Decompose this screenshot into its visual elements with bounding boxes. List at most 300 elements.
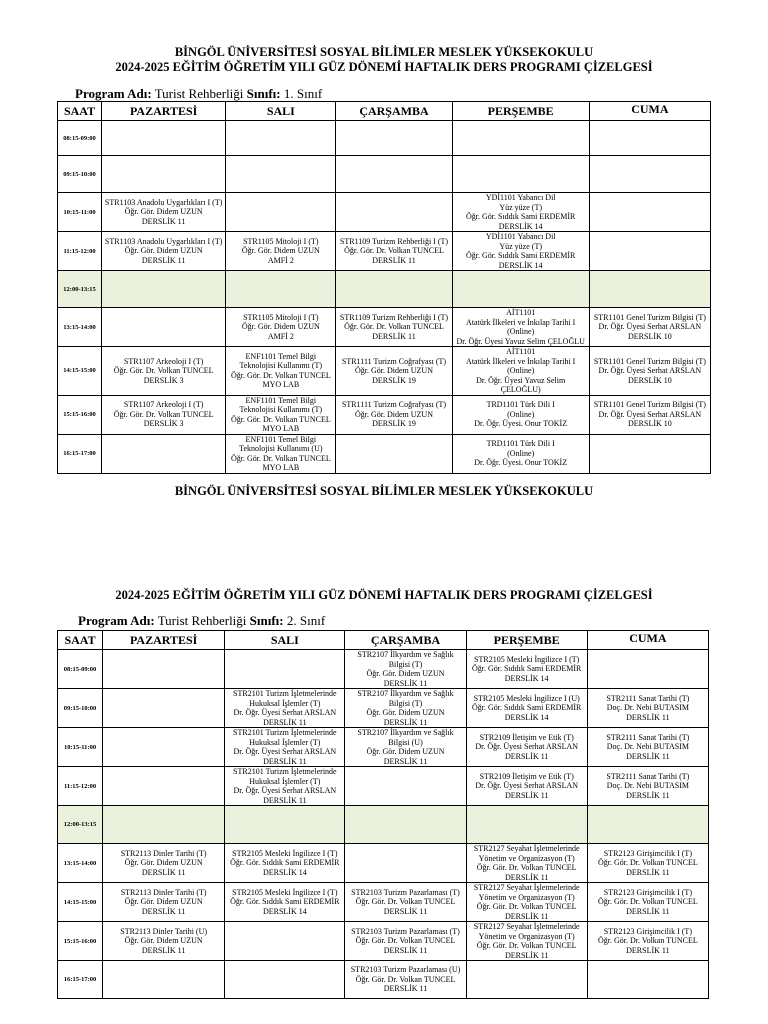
course-line: Öğr. Gör. Dr. Volkan TUNCEL xyxy=(230,370,331,380)
course-line: YDİ1101 Yabancı Dil xyxy=(485,232,556,241)
time-slot: 15:15-16:00 xyxy=(58,922,103,961)
schedule-cell-monday xyxy=(103,883,225,922)
course-line: DERSLİK 11 xyxy=(383,756,428,766)
course-line: STR2111 Sanat Tarihi (T) xyxy=(606,771,690,781)
schedule-cell-tuesday xyxy=(225,689,345,728)
time-slot: 12:00-13:15 xyxy=(58,271,102,308)
time-slot: 11:15-12:00 xyxy=(58,232,102,271)
course-line: Dr. Öğr. Üyesi Serhat ARSLAN xyxy=(233,786,337,795)
schedule-cell-friday xyxy=(589,156,710,193)
course-line: DERSLİK 11 xyxy=(626,945,670,955)
course-line: Öğr. Gör. Dr. Volkan TUNCEL xyxy=(344,322,444,332)
schedule-cell-thursday xyxy=(466,922,587,961)
course-line: Dr. Öğr. Üyesi Serhat ARSLAN xyxy=(598,322,702,332)
course-line: Dr. Öğr. Üyesi. Onur TOKİZ xyxy=(474,419,568,429)
schedule-cell-monday xyxy=(103,844,225,883)
schedule-cell-monday xyxy=(102,232,226,271)
course-line: Dr. Öğr. Üyesi Serhat ARSLAN xyxy=(475,742,579,752)
schedule-cell-monday xyxy=(102,434,226,473)
course-line: Atatürk İlkeleri ve İnkılap Tarihi I xyxy=(466,317,576,327)
course-line: Atatürk İlkeleri ve İnkılap Tarihi I xyxy=(466,356,576,366)
course-line: Öğr. Gör. Didem UZUN xyxy=(366,669,445,678)
course-line: DERSLİK 11 xyxy=(141,216,186,226)
course-line: AİT1101 xyxy=(506,308,536,317)
course-line: Dr. Öğr. Üyesi Yavuz Selim ÇELOĞLU xyxy=(456,336,585,346)
course-line: STR2101 Turizm İşletmelerinde xyxy=(233,689,337,698)
schedule-cell-friday xyxy=(589,232,710,271)
course-line: Öğr. Gör. Didem UZUN xyxy=(124,207,203,217)
course-line: DERSLİK 10 xyxy=(628,331,672,341)
schedule-cell-monday xyxy=(103,767,225,806)
course-line: Öğr. Gör. Dr. Volkan TUNCEL xyxy=(113,366,214,375)
course-line: STR2105 Mesleki İngilizce I (T) xyxy=(232,887,338,897)
course-line: DERSLİK 11 xyxy=(626,712,670,722)
course-line: STR1107 Arkeoloji I (T) xyxy=(123,356,204,366)
program-label: Program Adı: xyxy=(75,86,152,101)
course-line: DERSLİK 11 xyxy=(263,756,307,766)
course-line: DERSLİK 3 xyxy=(143,375,184,385)
column-header-saat: SAAT xyxy=(58,102,102,121)
course-line: STR2123 Girişimcilik I (T) xyxy=(603,887,692,897)
schedule-cell-wednesday xyxy=(336,193,452,232)
schedule-cell-monday xyxy=(102,347,226,396)
column-header-friday: CUMA xyxy=(589,102,710,121)
schedule-cell-tuesday xyxy=(225,728,345,767)
course-line: STR2107 İlkyardım ve Sağlık xyxy=(357,728,454,737)
course-line: STR1103 Anadolu Uygarlıkları I (T) xyxy=(104,197,223,207)
schedule-cell-thursday xyxy=(452,434,589,473)
course-line: STR1111 Turizm Coğrafyası (T) xyxy=(341,400,447,410)
schedule-cell-wednesday xyxy=(336,156,452,193)
course-line: STR2103 Turizm Pazarlaması (T) xyxy=(351,926,460,936)
course-line: STR2123 Girişimcilik I (T) xyxy=(603,926,692,936)
schedule-cell-thursday xyxy=(452,232,589,271)
class-label: Sınıfı: xyxy=(246,86,281,101)
course-line: DERSLİK 11 xyxy=(383,984,428,994)
schedule-cell-thursday xyxy=(452,308,589,347)
header-row xyxy=(58,631,709,650)
course-line: Öğr. Gör. Sıddık Sami ERDEMİR xyxy=(230,897,340,907)
course-line: STR2109 İletişim ve Etik (T) xyxy=(479,771,574,781)
course-line: DERSLİK 14 xyxy=(504,673,549,683)
course-line: ÇELOĞLU) xyxy=(500,385,541,394)
table-row xyxy=(58,844,709,883)
course-line: STR1101 Genel Turizm Bilgisi (T) xyxy=(593,356,706,366)
schedule-cell-monday xyxy=(102,121,226,156)
course-line: Bilgisi (T) xyxy=(388,698,423,708)
course-line: MYO LAB xyxy=(262,463,300,472)
course-line: Öğr. Gör. Sıddık Sami ERDEMİR xyxy=(466,251,576,260)
schedule-cell-thursday xyxy=(466,844,587,883)
schedule-cell-tuesday xyxy=(225,844,345,883)
schedule-cell-wednesday xyxy=(345,806,466,844)
class-name: 1. Sınıf xyxy=(283,86,323,101)
course-line: Dr. Öğr. Üyesi Serhat ARSLAN xyxy=(233,708,337,717)
column-header-thursday: PERŞEMBE xyxy=(452,102,589,121)
course-line: Öğr. Gör. Dr. Volkan TUNCEL xyxy=(355,936,456,946)
time-slot: 09:15-10:00 xyxy=(58,156,102,193)
column-header-saat: SAAT xyxy=(58,631,103,650)
schedule-cell-monday xyxy=(102,308,226,347)
course-line: DERSLİK 19 xyxy=(372,419,416,429)
time-slot: 12:00-13:15 xyxy=(58,806,103,844)
schedule-table-1 xyxy=(57,101,711,474)
schedule-cell-monday xyxy=(103,806,225,844)
course-line: DERSLİK 14 xyxy=(498,221,543,231)
course-line: STR1109 Turizm Rehberliği I (T) xyxy=(339,312,449,322)
course-line: DERSLİK 11 xyxy=(626,867,670,877)
course-line: Öğr. Gör. Dr. Volkan TUNCEL xyxy=(476,902,577,911)
schedule-cell-friday xyxy=(589,395,710,434)
schedule-cell-wednesday xyxy=(336,434,452,473)
course-line: Yüz yüze (T) xyxy=(499,202,542,212)
schedule-cell-thursday xyxy=(466,883,587,922)
course-line: STR2127 Seyahat İşletmelerinde xyxy=(473,844,580,853)
schedule-cell-wednesday xyxy=(345,961,466,999)
schedule-cell-friday xyxy=(589,308,710,347)
course-line: STR2127 Seyahat İşletmelerinde xyxy=(473,922,580,931)
time-slot: 13:15-14:00 xyxy=(58,844,103,883)
schedule-cell-friday xyxy=(587,806,708,844)
table-row xyxy=(58,232,711,271)
column-header-wednesday: ÇARŞAMBA xyxy=(336,102,452,121)
course-line: STR2111 Sanat Tarihi (T) xyxy=(606,693,690,703)
table-row xyxy=(58,922,709,961)
schedule-cell-wednesday xyxy=(345,767,466,806)
course-line: TRD1101 Türk Dili I xyxy=(486,400,555,410)
course-line: DERSLİK 14 xyxy=(498,260,543,270)
schedule-cell-wednesday xyxy=(336,121,452,156)
schedule-cell-thursday xyxy=(466,728,587,767)
schedule-cell-friday xyxy=(587,689,708,728)
course-line: Öğr. Gör. Sıddık Sami ERDEMİR xyxy=(472,703,582,713)
course-line: DERSLİK 3 xyxy=(143,419,184,429)
table-row xyxy=(58,156,711,193)
course-line: Öğr. Gör. Dr. Volkan TUNCEL xyxy=(476,941,577,950)
course-line: YDİ1101 Yabancı Dil xyxy=(485,193,556,202)
course-line: Öğr. Gör. Dr. Volkan TUNCEL xyxy=(597,936,698,946)
schedule-cell-monday xyxy=(103,922,225,961)
schedule-cell-thursday xyxy=(466,806,587,844)
course-line: Öğr. Gör. Didem UZUN xyxy=(124,246,203,256)
course-line: DERSLİK 11 xyxy=(504,751,549,761)
column-header-friday: CUMA xyxy=(587,631,708,650)
time-slot: 13:15-14:00 xyxy=(58,308,102,347)
course-line: ENF1101 Temel Bilgi xyxy=(245,434,317,444)
course-line: STR1107 Arkeoloji I (T) xyxy=(123,400,204,410)
course-line: Yönetim ve Organizasyon (T) xyxy=(478,931,575,941)
course-line: TRD1101 Türk Dili I xyxy=(486,439,555,449)
column-header-thursday: PERŞEMBE xyxy=(466,631,587,650)
course-line: STR2123 Girişimcilik I (T) xyxy=(603,848,692,858)
schedule-cell-thursday xyxy=(466,767,587,806)
schedule-cell-thursday xyxy=(452,347,589,396)
course-line: (Online) xyxy=(507,366,535,375)
schedule-cell-monday xyxy=(103,728,225,767)
time-slot: 10:15-11:00 xyxy=(58,193,102,232)
course-line: (Online) xyxy=(507,409,535,419)
course-line: STR2105 Mesleki İngilizce I (U) xyxy=(473,693,580,703)
table-row xyxy=(58,650,709,689)
schedule-cell-friday xyxy=(587,922,708,961)
course-line: Öğr. Gör. Didem UZUN xyxy=(124,936,203,946)
schedule-cell-tuesday xyxy=(226,434,336,473)
course-line: STR2113 Dinler Tarihi (T) xyxy=(120,887,207,897)
course-line: Dr. Öğr. Üyesi. Onur TOKİZ xyxy=(474,458,568,468)
term-title: 2024-2025 EĞİTİM ÖĞRETİM YILI GÜZ DÖNEMİ HAFTALIK DERS PROGRAMI ÇİZELGESİ xyxy=(115,60,653,74)
course-line: DERSLİK 11 xyxy=(504,872,549,882)
course-line: Öğr. Gör. Dr. Volkan TUNCEL xyxy=(230,453,331,463)
class-name: 2. Sınıf xyxy=(286,613,326,628)
course-line: DERSLİK 11 xyxy=(372,331,416,341)
course-line: DERSLİK 11 xyxy=(263,795,307,805)
course-line: STR1105 Mitoloji I (T) xyxy=(243,236,319,246)
time-slot: 08:15-09:00 xyxy=(58,121,102,156)
term-title-2: 2024-2025 EĞİTİM ÖĞRETİM YILI GÜZ DÖNEMİ HAFTALIK DERS PROGRAMI ÇİZELGESİ xyxy=(115,588,653,602)
schedule-cell-wednesday xyxy=(336,347,452,396)
table-row xyxy=(58,728,709,767)
course-line: DERSLİK 11 xyxy=(504,790,549,800)
header-row xyxy=(58,102,711,121)
course-line: DERSLİK 11 xyxy=(383,678,428,688)
course-line: Öğr. Gör. Dr. Volkan TUNCEL xyxy=(230,414,331,424)
schedule-cell-monday xyxy=(103,961,225,999)
course-line: (Online) xyxy=(507,327,535,336)
university-title: BİNGÖL ÜNİVERSİTESİ SOSYAL BİLİMLER MESLEK YÜKSEKOKULU xyxy=(174,45,594,59)
course-line: DERSLİK 11 xyxy=(626,751,670,761)
schedule-cell-monday xyxy=(103,650,225,689)
course-line: Dr. Öğr. Üyesi Serhat ARSLAN xyxy=(598,409,702,419)
time-slot: 14:15-15:00 xyxy=(58,883,103,922)
course-line: STR1101 Genel Turizm Bilgisi (T) xyxy=(593,400,706,410)
course-line: DERSLİK 11 xyxy=(626,906,670,916)
schedule-cell-tuesday xyxy=(225,650,345,689)
schedule-cell-thursday xyxy=(452,395,589,434)
course-line: DERSLİK 11 xyxy=(626,790,670,800)
table-row xyxy=(58,689,709,728)
course-line: Öğr. Gör. Didem UZUN xyxy=(241,246,320,256)
schedule-cell-tuesday xyxy=(226,156,336,193)
course-line: Öğr. Gör. Didem UZUN xyxy=(366,747,445,756)
course-line: STR2103 Turizm Pazarlaması (T) xyxy=(351,887,460,897)
course-line: Öğr. Gör. Sıddık Sami ERDEMİR xyxy=(230,858,340,868)
course-line: Bilgisi (U) xyxy=(388,737,423,747)
course-line: Öğr. Gör. Sıddık Sami ERDEMİR xyxy=(466,212,576,221)
course-line: Teknolojisi Kullanımı (T) xyxy=(239,405,323,414)
time-slot: 11:15-12:00 xyxy=(58,767,103,806)
schedule-cell-wednesday xyxy=(336,308,452,347)
schedule-cell-monday xyxy=(102,156,226,193)
course-line: DERSLİK 11 xyxy=(141,906,186,916)
course-line: DERSLİK 11 xyxy=(141,255,186,265)
table-row xyxy=(58,121,711,156)
schedule-cell-monday xyxy=(102,193,226,232)
schedule-cell-tuesday xyxy=(226,395,336,434)
course-line: DERSLİK 11 xyxy=(383,717,428,727)
course-line: STR2101 Turizm İşletmelerinde xyxy=(233,728,337,737)
schedule-cell-friday xyxy=(587,650,708,689)
schedule-cell-wednesday xyxy=(345,650,466,689)
course-line: Hukuksal İşlemler (T) xyxy=(249,737,321,747)
program-label: Program Adı: xyxy=(78,613,155,628)
schedule-cell-tuesday xyxy=(226,308,336,347)
table-row xyxy=(58,767,709,806)
schedule-cell-tuesday xyxy=(225,806,345,844)
schedule-cell-tuesday xyxy=(225,767,345,806)
schedule-cell-wednesday xyxy=(345,728,466,767)
course-line: DERSLİK 11 xyxy=(383,906,428,916)
course-line: DERSLİK 11 xyxy=(504,911,549,921)
course-line: STR2113 Dinler Tarihi (U) xyxy=(120,926,208,936)
course-line: STR1103 Anadolu Uygarlıkları I (T) xyxy=(104,236,223,246)
course-line: Hukuksal İşlemler (T) xyxy=(249,698,321,708)
course-line: Öğr. Gör. Dr. Volkan TUNCEL xyxy=(113,409,214,419)
schedule-table-2 xyxy=(57,630,709,999)
course-line: Bilgisi (T) xyxy=(388,659,423,669)
schedule-cell-friday xyxy=(587,961,708,999)
time-slot: 09:15-10:00 xyxy=(58,689,103,728)
course-line: Teknolojisi Kullanımı (T) xyxy=(239,361,323,371)
column-header-tuesday: SALI xyxy=(225,631,345,650)
course-line: (Online) xyxy=(507,448,535,458)
schedule-cell-thursday xyxy=(452,271,589,308)
course-line: Yönetim ve Organizasyon (T) xyxy=(478,853,575,863)
schedule-cell-tuesday xyxy=(226,347,336,396)
schedule-cell-wednesday xyxy=(345,922,466,961)
course-line: STR2107 İlkyardım ve Sağlık xyxy=(357,689,454,698)
university-title-2: BİNGÖL ÜNİVERSİTESİ SOSYAL BİLİMLER MESLEK YÜKSEKOKULU xyxy=(174,484,594,498)
course-line: STR2105 Mesleki İngilizce I (T) xyxy=(474,654,580,664)
course-line: Öğr. Gör. Didem UZUN xyxy=(124,897,203,907)
course-line: STR2105 Mesleki İngilizce I (T) xyxy=(232,848,338,858)
schedule-cell-tuesday xyxy=(225,961,345,999)
course-line: DERSLİK 14 xyxy=(262,867,307,877)
schedule-cell-friday xyxy=(589,271,710,308)
schedule-cell-friday xyxy=(587,883,708,922)
schedule-cell-friday xyxy=(589,347,710,396)
course-line: Öğr. Gör. Didem UZUN xyxy=(241,322,320,332)
table-row xyxy=(58,308,711,347)
column-header-monday: PAZARTESİ xyxy=(102,102,226,121)
column-header-monday: PAZARTESİ xyxy=(103,631,225,650)
course-line: DERSLİK 11 xyxy=(141,945,186,955)
schedule-cell-thursday xyxy=(466,650,587,689)
schedule-cell-thursday xyxy=(452,156,589,193)
schedule-cell-friday xyxy=(589,121,710,156)
schedule-cell-tuesday xyxy=(226,193,336,232)
schedule-cell-wednesday xyxy=(336,232,452,271)
table-row xyxy=(58,961,709,999)
time-slot: 14:15-15:00 xyxy=(58,347,102,396)
program-info-2 xyxy=(78,613,325,628)
course-line: AMFİ 2 xyxy=(267,331,294,341)
column-header-tuesday: SALI xyxy=(226,102,336,121)
class-label: Sınıfı: xyxy=(249,613,284,628)
course-line: Öğr. Gör. Dr. Volkan TUNCEL xyxy=(355,974,456,984)
schedule-cell-tuesday xyxy=(226,271,336,308)
schedule-cell-friday xyxy=(587,844,708,883)
schedule-cell-thursday xyxy=(466,689,587,728)
schedule-cell-friday xyxy=(587,767,708,806)
schedule-cell-thursday xyxy=(452,193,589,232)
schedule-cell-tuesday xyxy=(225,883,345,922)
program-name: Turist Rehberliği xyxy=(157,613,247,628)
table-row xyxy=(58,434,711,473)
course-line: Dr. Öğr. Üyesi Yavuz Selim xyxy=(476,375,566,385)
program-name: Turist Rehberliği xyxy=(154,86,244,101)
course-line: ENF1101 Temel Bilgi xyxy=(245,395,317,405)
course-line: MYO LAB xyxy=(262,380,300,390)
schedule-cell-friday xyxy=(589,193,710,232)
course-line: STR1109 Turizm Rehberliği I (T) xyxy=(339,236,449,246)
course-line: STR2107 İlkyardım ve Sağlık xyxy=(357,650,454,659)
course-line: Öğr. Gör. Didem UZUN xyxy=(366,708,445,717)
course-line: Öğr. Gör. Dr. Volkan TUNCEL xyxy=(597,897,698,907)
schedule-cell-wednesday xyxy=(345,844,466,883)
table-row xyxy=(58,806,709,844)
course-line: DERSLİK 11 xyxy=(372,255,416,265)
course-line: DERSLİK 14 xyxy=(262,906,307,916)
course-line: Dr. Öğr. Üyesi Serhat ARSLAN xyxy=(598,366,702,375)
schedule-cell-monday xyxy=(103,689,225,728)
course-line: STR2109 İletişim ve Etik (T) xyxy=(479,732,574,742)
schedule-cell-tuesday xyxy=(226,232,336,271)
schedule-cell-monday xyxy=(102,395,226,434)
schedule-cell-monday xyxy=(102,271,226,308)
course-line: MYO LAB xyxy=(262,424,300,433)
course-line: Öğr. Gör. Dr. Volkan TUNCEL xyxy=(597,858,698,868)
course-line: DERSLİK 11 xyxy=(141,867,186,877)
schedule-cell-wednesday xyxy=(345,689,466,728)
table-row xyxy=(58,883,709,922)
course-line: Teknolojisi Kullanımı (U) xyxy=(239,444,323,453)
course-line: Hukuksal İşlemler (T) xyxy=(249,776,321,786)
course-line: Dr. Öğr. Üyesi Serhat ARSLAN xyxy=(233,747,337,756)
course-line: STR1105 Mitoloji I (T) xyxy=(243,312,319,322)
course-line: Öğr. Gör. Dr. Volkan TUNCEL xyxy=(476,863,577,872)
course-line: Yüz yüze (T) xyxy=(499,241,542,251)
course-line: Öğr. Gör. Didem UZUN xyxy=(124,858,203,868)
course-line: AMFİ 2 xyxy=(267,255,294,265)
schedule-cell-thursday xyxy=(452,121,589,156)
course-line: DERSLİK 10 xyxy=(628,375,672,385)
course-line: Öğr. Gör. Dr. Volkan TUNCEL xyxy=(355,897,456,907)
table-row xyxy=(58,193,711,232)
column-header-wednesday: ÇARŞAMBA xyxy=(345,631,466,650)
course-line: STR2127 Seyahat İşletmelerinde xyxy=(473,883,580,892)
course-line: STR2113 Dinler Tarihi (T) xyxy=(120,848,207,858)
course-line: AİT1101 xyxy=(506,347,536,356)
time-slot: 08:15-09:00 xyxy=(58,650,103,689)
course-line: STR1111 Turizm Coğrafyası (T) xyxy=(341,356,447,366)
time-slot: 16:15-17:00 xyxy=(58,434,102,473)
schedule-cell-wednesday xyxy=(345,883,466,922)
time-slot: 16:15-17:00 xyxy=(58,961,103,999)
schedule-cell-friday xyxy=(587,728,708,767)
course-line: DERSLİK 19 xyxy=(372,375,416,385)
schedule-cell-tuesday xyxy=(225,922,345,961)
course-line: Öğr. Gör. Didem UZUN xyxy=(354,366,433,375)
course-line: Doç. Dr. Nebi BUTASIM xyxy=(606,703,689,713)
schedule-cell-friday xyxy=(589,434,710,473)
course-line: Öğr. Gör. Dr. Volkan TUNCEL xyxy=(344,246,444,256)
program-info xyxy=(75,86,322,101)
table-row xyxy=(58,347,711,396)
course-line: Doç. Dr. Nebi BUTASIM xyxy=(606,781,689,791)
course-line: Öğr. Gör. Sıddık Sami ERDEMİR xyxy=(472,664,582,674)
course-line: Dr. Öğr. Üyesi Serhat ARSLAN xyxy=(475,781,579,791)
time-slot: 15:15-16:00 xyxy=(58,395,102,434)
